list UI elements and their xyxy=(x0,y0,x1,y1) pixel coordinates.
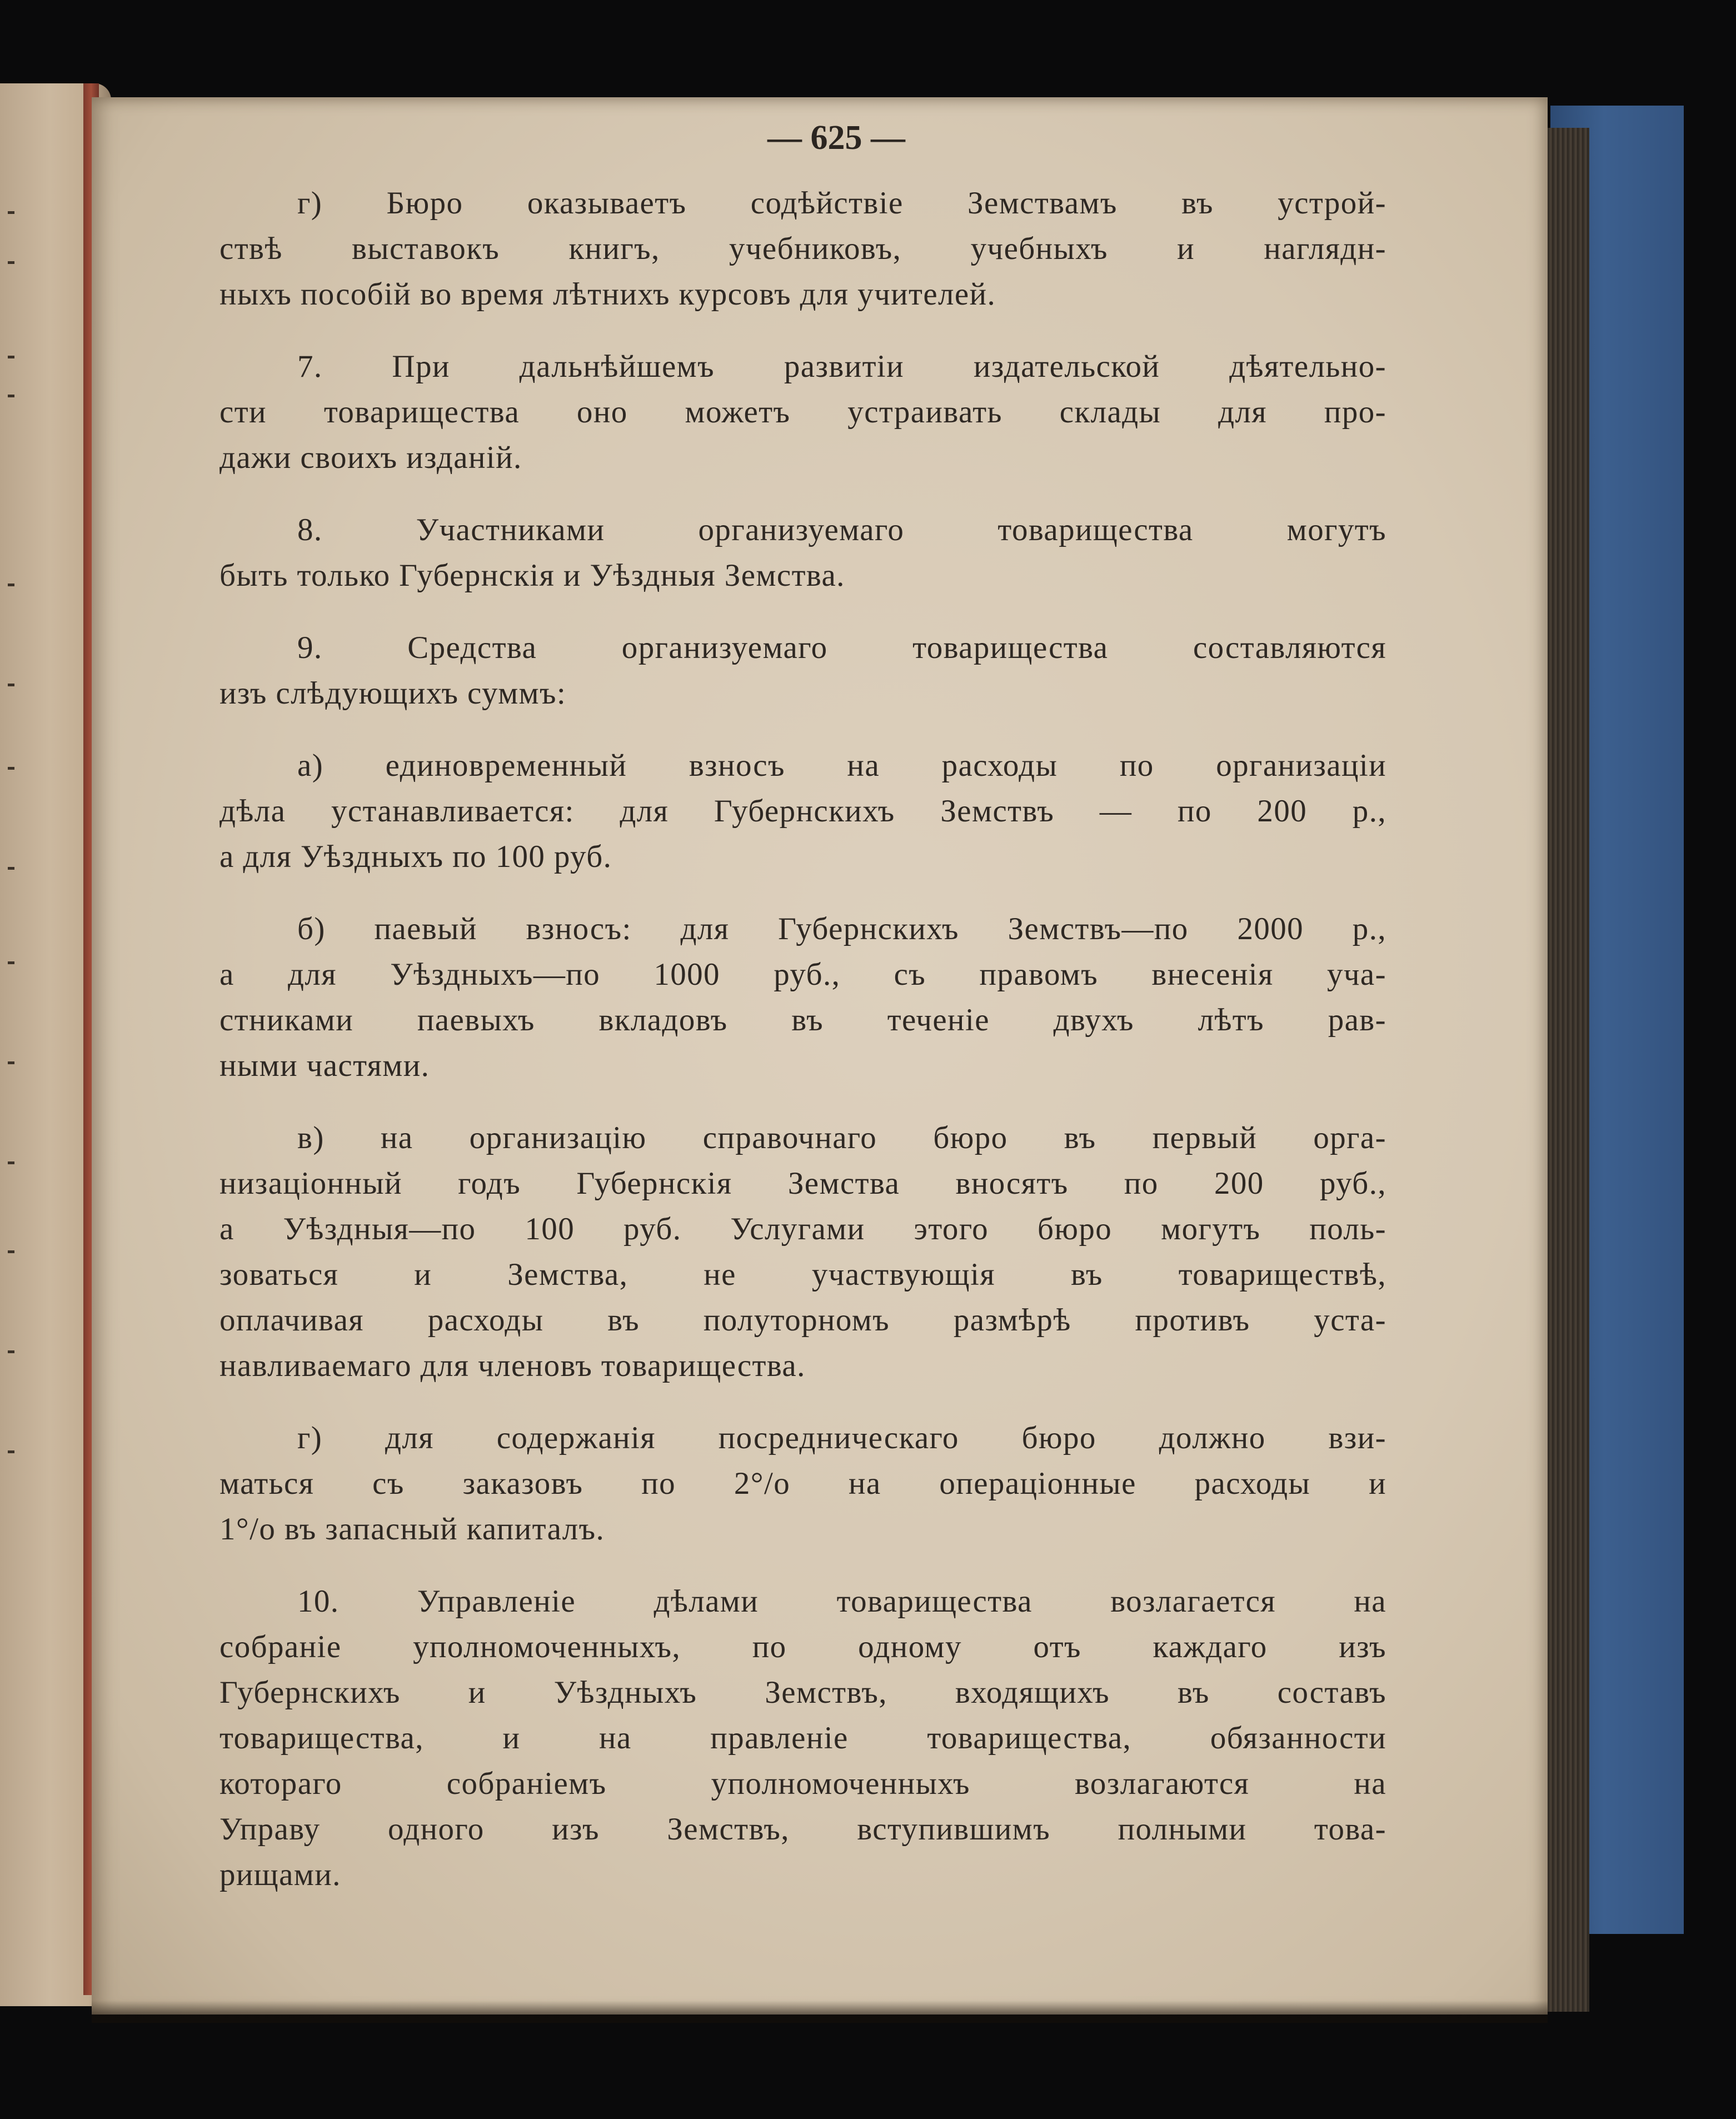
margin-mark xyxy=(8,1161,14,1164)
text-line: низаціонный годъ Губернскія Земства вносятъ по 200 руб., xyxy=(220,1166,1386,1201)
text-line: Губернскихъ и Уѣздныхъ Земствъ, входящихъ въ составъ xyxy=(220,1675,1386,1710)
margin-mark xyxy=(8,1250,14,1253)
margin-mark xyxy=(8,584,14,586)
text-line: товарищества, и на правленіе товарищества, обязанности xyxy=(220,1721,1386,1756)
text-line: маться съ заказовъ по 2°/о на операціонные расходы и xyxy=(220,1466,1386,1501)
text-line: дѣла устанавливается: для Губернскихъ Земствъ — по 200 р., xyxy=(220,794,1386,829)
text-line: быть только Губернскія и Уѣздныя Земства. xyxy=(220,558,845,593)
margin-mark xyxy=(8,211,14,214)
text-line: стниками паевыхъ вкладовъ въ теченіе двухъ лѣтъ рав- xyxy=(220,1003,1386,1038)
text-line: а для Уѣздныхъ—по 1000 руб., съ правомъ внесенія уча- xyxy=(220,957,1386,992)
paragraph-item-9 xyxy=(220,625,1386,716)
text-line: изъ слѣдующихъ суммъ: xyxy=(220,676,567,711)
margin-mark xyxy=(8,395,14,397)
margin-mark xyxy=(8,767,14,770)
text-line: а для Уѣздныхъ по 100 руб. xyxy=(220,839,612,874)
margin-mark xyxy=(8,867,14,870)
margin-mark xyxy=(8,356,14,358)
text-line: собраніе уполномоченныхъ, по одному отъ каждаго изъ xyxy=(220,1629,1386,1664)
paragraph-item-9a xyxy=(220,743,1386,880)
book-page xyxy=(92,97,1548,2015)
paragraph-item-10 xyxy=(220,1579,1386,1898)
text-line: 1°/о въ запасный капиталъ. xyxy=(220,1512,605,1547)
text-line: ными частями. xyxy=(220,1048,430,1083)
text-line: ныхъ пособій во время лѣтнихъ курсовъ для учителей. xyxy=(220,277,996,312)
text-line: Управу одного изъ Земствъ, вступившимъ полными това- xyxy=(220,1812,1386,1847)
paragraph-g-bureau xyxy=(220,181,1386,317)
text-line: сти товарищества оно можетъ устраивать склады для про- xyxy=(220,395,1386,430)
text-line: а) единовременный взносъ на расходы по организаціи xyxy=(297,748,1386,783)
text-line: 7. При дальнѣйшемъ развитіи издательской дѣятельно- xyxy=(297,349,1386,384)
text-line: 8. Участниками организуемаго товарищества могутъ xyxy=(297,512,1386,547)
page-text xyxy=(220,181,1386,1924)
page-bottom-shadow xyxy=(92,2001,1548,2023)
margin-mark xyxy=(8,1450,14,1453)
text-line: ствѣ выставокъ книгъ, учебниковъ, учебныхъ и наглядн- xyxy=(220,231,1386,266)
text-line: б) паевый взносъ: для Губернскихъ Земствъ—по 2000 р., xyxy=(297,911,1386,946)
margin-mark xyxy=(8,684,14,686)
paragraph-item-9v xyxy=(220,1115,1386,1389)
paragraph-item-9b xyxy=(220,906,1386,1089)
paragraph-item-9g xyxy=(220,1415,1386,1552)
margin-mark xyxy=(8,261,14,264)
text-line: г) для содержанія посредническаго бюро должно взи- xyxy=(297,1420,1386,1455)
text-line: в) на организацію справочнаго бюро въ первый орга- xyxy=(297,1120,1386,1155)
margin-mark xyxy=(8,1061,14,1064)
paragraph-item-8 xyxy=(220,507,1386,599)
text-line: рищами. xyxy=(220,1857,341,1892)
text-line: а Уѣздныя—по 100 руб. Услугами этого бюро могутъ поль- xyxy=(220,1211,1386,1247)
margin-mark xyxy=(8,961,14,964)
text-line: 9. Средства организуемаго товарищества составляются xyxy=(297,630,1386,665)
text-line: котораго собраніемъ уполномоченныхъ возлагаются на xyxy=(220,1766,1386,1801)
paragraph-item-7 xyxy=(220,344,1386,481)
text-line: дажи своихъ изданій. xyxy=(220,440,522,475)
text-line: навливаемаго для членовъ товарищества. xyxy=(220,1348,806,1383)
text-line: 10. Управленіе дѣлами товарищества возлагается на xyxy=(297,1584,1386,1619)
text-line: оплачивая расходы въ полуторномъ размѣрѣ противъ уста- xyxy=(220,1303,1386,1338)
text-line: зоваться и Земства, не участвующія въ товариществѣ, xyxy=(220,1257,1386,1292)
margin-mark xyxy=(8,1350,14,1353)
text-line: г) Бюро оказываетъ содѣйствіе Земствамъ въ устрой- xyxy=(297,186,1386,221)
page-number: — 625 — xyxy=(767,119,905,157)
